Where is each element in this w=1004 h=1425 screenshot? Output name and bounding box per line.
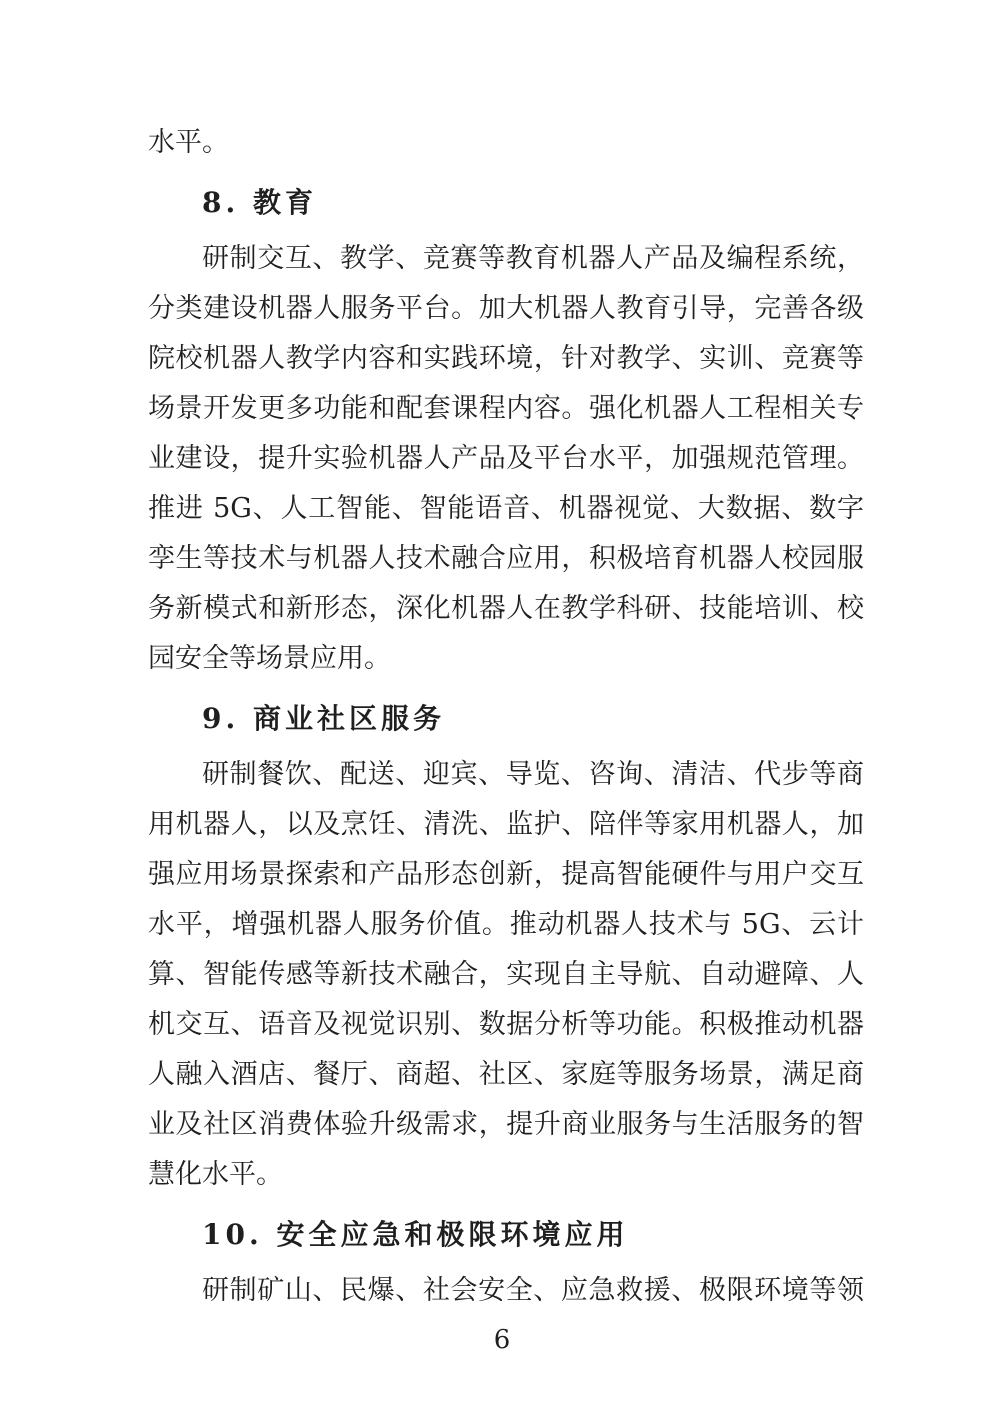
text-line: 算、智能传感等新技术融合，实现自主导航、自动避障、人 [148,959,864,990]
text-line: 研制矿山、民爆、社会安全、应急救援、极限环境等领 [202,1275,864,1306]
text-line: 研制餐饮、配送、迎宾、导览、咨询、清洁、代步等商 [202,759,864,790]
text-line: 水平。 [148,127,229,158]
text-line: 水平，增强机器人服务价值。推动机器人技术与 5G、云计 [148,909,864,940]
text-line: 务新模式和新形态，深化机器人在教学科研、技能培训、校 [148,593,864,624]
text-line: 院校机器人教学内容和实践环境，针对教学、实训、竞赛等 [148,343,864,374]
text-line: 研制交互、教学、竞赛等教育机器人产品及编程系统， [202,243,864,274]
text-line: 分类建设机器人服务平台。加大机器人教育引导，完善各级 [148,293,864,324]
text-line: 业建设，提升实验机器人产品及平台水平，加强规范管理。 [148,443,864,474]
document-body [148,118,864,1316]
text-line: 园安全等场景应用。 [148,643,391,674]
section-heading: 10. 安全应急和极限环境应用 [202,1218,629,1251]
text-line: 场景开发更多功能和配套课程内容。强化机器人工程相关专 [148,393,864,424]
page-number: 6 [493,1325,511,1355]
text-line: 慧化水平。 [148,1159,283,1190]
section-heading: 9. 商业社区服务 [202,702,445,735]
section-heading: 8. 教育 [202,186,317,219]
text-line: 业及社区消费体验升级需求，提升商业服务与生活服务的智 [148,1109,864,1140]
text-line: 强应用场景探索和产品形态创新，提高智能硬件与用户交互 [148,859,864,890]
text-line: 推进 5G、人工智能、智能语音、机器视觉、大数据、数字 [148,493,864,524]
text-line: 人融入酒店、餐厅、商超、社区、家庭等服务场景，满足商 [148,1059,864,1090]
text-line: 用机器人，以及烹饪、清洗、监护、陪伴等家用机器人，加 [148,809,864,840]
text-line: 机交互、语音及视觉识别、数据分析等功能。积极推动机器 [148,1009,864,1040]
text-line: 孪生等技术与机器人技术融合应用，积极培育机器人校园服 [148,543,864,574]
